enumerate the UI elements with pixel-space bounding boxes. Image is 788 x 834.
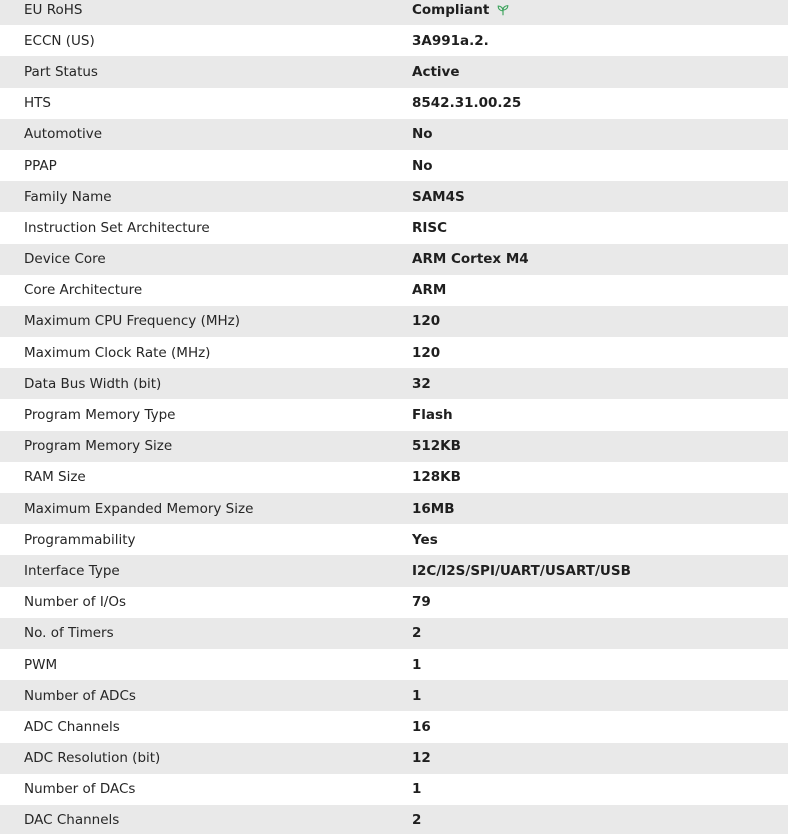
- spec-label: Part Status: [24, 63, 98, 80]
- spec-value: 1: [412, 656, 422, 673]
- spec-row: [0, 337, 788, 368]
- spec-row: [0, 618, 788, 649]
- spec-label: Number of ADCs: [24, 687, 136, 704]
- spec-label: EU RoHS: [24, 1, 83, 18]
- spec-row: [0, 462, 788, 493]
- spec-row: [0, 524, 788, 555]
- spec-row: [0, 56, 788, 87]
- spec-row: [0, 399, 788, 430]
- spec-row: [0, 181, 788, 212]
- spec-value: Active: [412, 63, 460, 80]
- spec-row: [0, 680, 788, 711]
- spec-value: 32: [412, 375, 431, 392]
- spec-value: 16MB: [412, 500, 455, 517]
- spec-value: 128KB: [412, 469, 461, 486]
- spec-row: [0, 0, 788, 25]
- spec-row: [0, 119, 788, 150]
- spec-label: Interface Type: [24, 562, 120, 579]
- spec-value: Flash: [412, 407, 453, 424]
- spec-value: 1: [412, 781, 422, 798]
- spec-row: [0, 431, 788, 462]
- spec-row: [0, 306, 788, 337]
- spec-value: [388, 2, 510, 18]
- spec-value: 120: [412, 313, 441, 330]
- spec-row: [0, 587, 788, 618]
- spec-row: [0, 555, 788, 586]
- spec-label: RAM Size: [24, 469, 86, 486]
- spec-label: Programmability: [24, 531, 136, 548]
- spec-row: [0, 88, 788, 119]
- spec-label: PWM: [24, 656, 58, 673]
- spec-label: PPAP: [24, 157, 57, 174]
- spec-row: [0, 711, 788, 742]
- spec-row: [0, 212, 788, 243]
- spec-label: Instruction Set Architecture: [24, 219, 210, 236]
- spec-value: I2C/I2S/SPI/UART/USART/USB: [412, 562, 631, 579]
- spec-label: Core Architecture: [24, 282, 143, 299]
- spec-label: HTS: [24, 95, 51, 112]
- spec-label: ADC Resolution (bit): [24, 750, 161, 767]
- spec-value: ARM: [412, 282, 447, 299]
- spec-value: 2: [412, 625, 422, 642]
- spec-value: 120: [412, 344, 441, 361]
- spec-value: No: [412, 157, 433, 174]
- spec-value: RISC: [412, 219, 448, 236]
- spec-value: 3A991a.2.: [412, 32, 489, 49]
- leaf-icon: [496, 3, 510, 17]
- spec-value: ARM Cortex M4: [412, 251, 529, 268]
- spec-label: Number of I/Os: [24, 594, 127, 611]
- spec-label: Maximum CPU Frequency (MHz): [24, 313, 240, 330]
- spec-value: No: [412, 126, 433, 143]
- spec-label: ADC Channels: [24, 718, 120, 735]
- spec-label: Device Core: [24, 251, 106, 268]
- spec-row: [0, 493, 788, 524]
- spec-row: [0, 25, 788, 56]
- spec-row: [0, 150, 788, 181]
- spec-value: 2: [412, 812, 422, 829]
- spec-row: [0, 368, 788, 399]
- spec-row: [0, 774, 788, 805]
- spec-row: [0, 649, 788, 680]
- spec-value: SAM4S: [412, 188, 465, 205]
- spec-label: Program Memory Type: [24, 407, 176, 424]
- spec-value: 16: [412, 718, 431, 735]
- spec-value: 512KB: [412, 438, 461, 455]
- spec-label: ECCN (US): [24, 32, 95, 49]
- spec-label: Maximum Clock Rate (MHz): [24, 344, 211, 361]
- spec-row: [0, 244, 788, 275]
- spec-value: 12: [412, 750, 431, 767]
- spec-value: 1: [412, 687, 422, 704]
- spec-value: 8542.31.00.25: [412, 95, 522, 112]
- spec-label: Data Bus Width (bit): [24, 375, 162, 392]
- spec-label: Program Memory Size: [24, 438, 173, 455]
- spec-label: No. of Timers: [24, 625, 114, 642]
- spec-value-text: Compliant: [412, 1, 490, 18]
- spec-value: Yes: [412, 531, 438, 548]
- spec-row: [0, 743, 788, 774]
- spec-label: Automotive: [24, 126, 103, 143]
- spec-label: Family Name: [24, 188, 112, 205]
- spec-row: [0, 805, 788, 834]
- spec-label: Maximum Expanded Memory Size: [24, 500, 254, 517]
- spec-label: Number of DACs: [24, 781, 136, 798]
- spec-row: [0, 275, 788, 306]
- spec-value: 79: [412, 594, 431, 611]
- spec-label: DAC Channels: [24, 812, 120, 829]
